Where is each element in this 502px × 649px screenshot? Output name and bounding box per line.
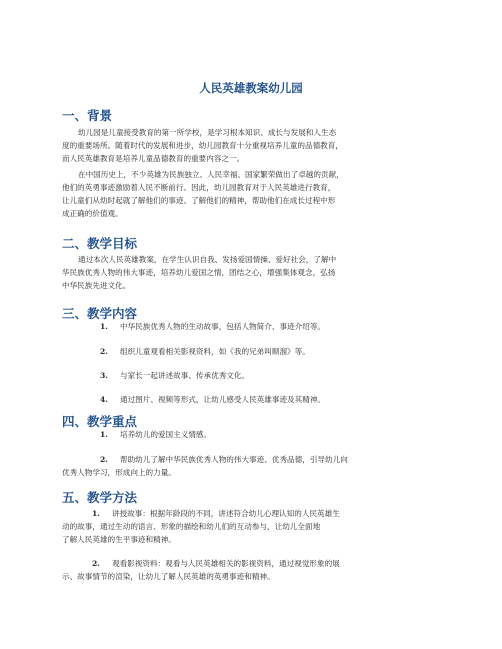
background-paragraph-1 — [62, 126, 442, 165]
text-line: 在中国历史上，不少英雄为民族独立、人民幸福、国家繁荣做出了卓越的贡献， — [78, 170, 344, 179]
text-line: 成正确的价值观。 — [62, 209, 123, 218]
background-paragraph-2 — [62, 168, 442, 220]
text-line: 通过本次人民英雄教案，在学生认识自我、发扬爱国情操、爱好社会，了解中 — [78, 255, 337, 264]
text-line: 而人民英雄教育是培养儿童品德教育的重要内容之一。 — [62, 154, 245, 163]
section-heading-goal: 二、教学目标 — [62, 236, 138, 251]
list-item — [62, 369, 442, 382]
list-text: 讲授故事：根据年龄段的不同，讲述符合幼儿心理认知的人民英雄生 — [112, 509, 340, 518]
list-text: 与家长一起讲述故事、传承优秀文化。 — [120, 371, 250, 380]
section-heading-background: 一、背景 — [62, 108, 113, 123]
section-heading-content: 三、教学内容 — [62, 306, 138, 321]
list-text: 通过图片、视频等形式，让幼儿感受人民英雄事迹及其精神。 — [120, 395, 326, 404]
list-item — [62, 507, 442, 546]
list-item — [62, 393, 442, 406]
goal-paragraph — [62, 253, 442, 292]
section-heading-focus: 四、教学重点 — [62, 414, 138, 429]
list-number: 3. — [100, 371, 108, 380]
list-number: 1. — [100, 430, 108, 439]
text-line: 华民族优秀人物的伟大事迹，培养幼儿爱国之情，团结之心，增强集体观念，弘扬 — [62, 268, 336, 277]
text-line: 他们的英勇事迹激励着人民不断前行。因此，幼儿园教育对于人民英雄进行教育， — [62, 183, 336, 192]
document-title: 人民英雄教案幼儿园 — [199, 81, 303, 95]
text-line: 示、故事情节的渲染，让幼儿了解人民英雄的英勇事迹和精神。 — [62, 572, 275, 581]
list-item — [62, 320, 442, 333]
list-number: 1. — [100, 322, 108, 331]
list-item — [62, 453, 442, 479]
list-text: 观看影视资料：观看与人民英雄相关的影视资料，通过视觉形象的展 — [112, 559, 340, 568]
text-line: 中华民族先进文化。 — [62, 281, 131, 290]
text-line: 动的故事，通过生动的语言、形象的描绘和幼儿们的互动参与，让幼儿全面地 — [62, 522, 321, 531]
section-heading-method: 五、教学方法 — [62, 490, 138, 505]
list-item — [62, 428, 442, 441]
list-item — [62, 345, 442, 358]
text-line: 了解人民英雄的生平事迹和精神。 — [62, 535, 176, 544]
list-number: 4. — [100, 395, 108, 404]
text-line: 幼儿园是儿童接受教育的第一所学校，是学习根本知识、成长与发展和人生态 — [78, 128, 337, 137]
list-text: 培养幼儿的爱国主义情感。 — [120, 430, 212, 439]
list-text: 组织儿童观看相关影视资料，如《我的兄弟叫顺溜》等。 — [120, 347, 310, 356]
list-number: 2. — [100, 455, 108, 464]
text-line: 度的重要场所。随着时代的发展和进步，幼儿园教育十分重视培养儿童的品德教育， — [62, 141, 343, 150]
list-number: 2. — [100, 347, 108, 356]
list-text: 帮助幼儿了解中华民族优秀人物的伟大事迹、优秀品德，引导幼儿向 — [120, 455, 348, 464]
list-item — [62, 557, 442, 583]
text-line: 让儿童们从幼时起就了解他们的事迹、了解他们的精神，帮助他们在成长过程中形 — [62, 196, 336, 205]
list-text: 中华民族优秀人物的生动故事，包括人物简介、事迹介绍等。 — [120, 322, 326, 331]
text-line: 优秀人物学习，形成向上的力量。 — [62, 468, 176, 477]
list-number: 1. — [92, 509, 100, 518]
list-number: 2. — [92, 559, 100, 568]
